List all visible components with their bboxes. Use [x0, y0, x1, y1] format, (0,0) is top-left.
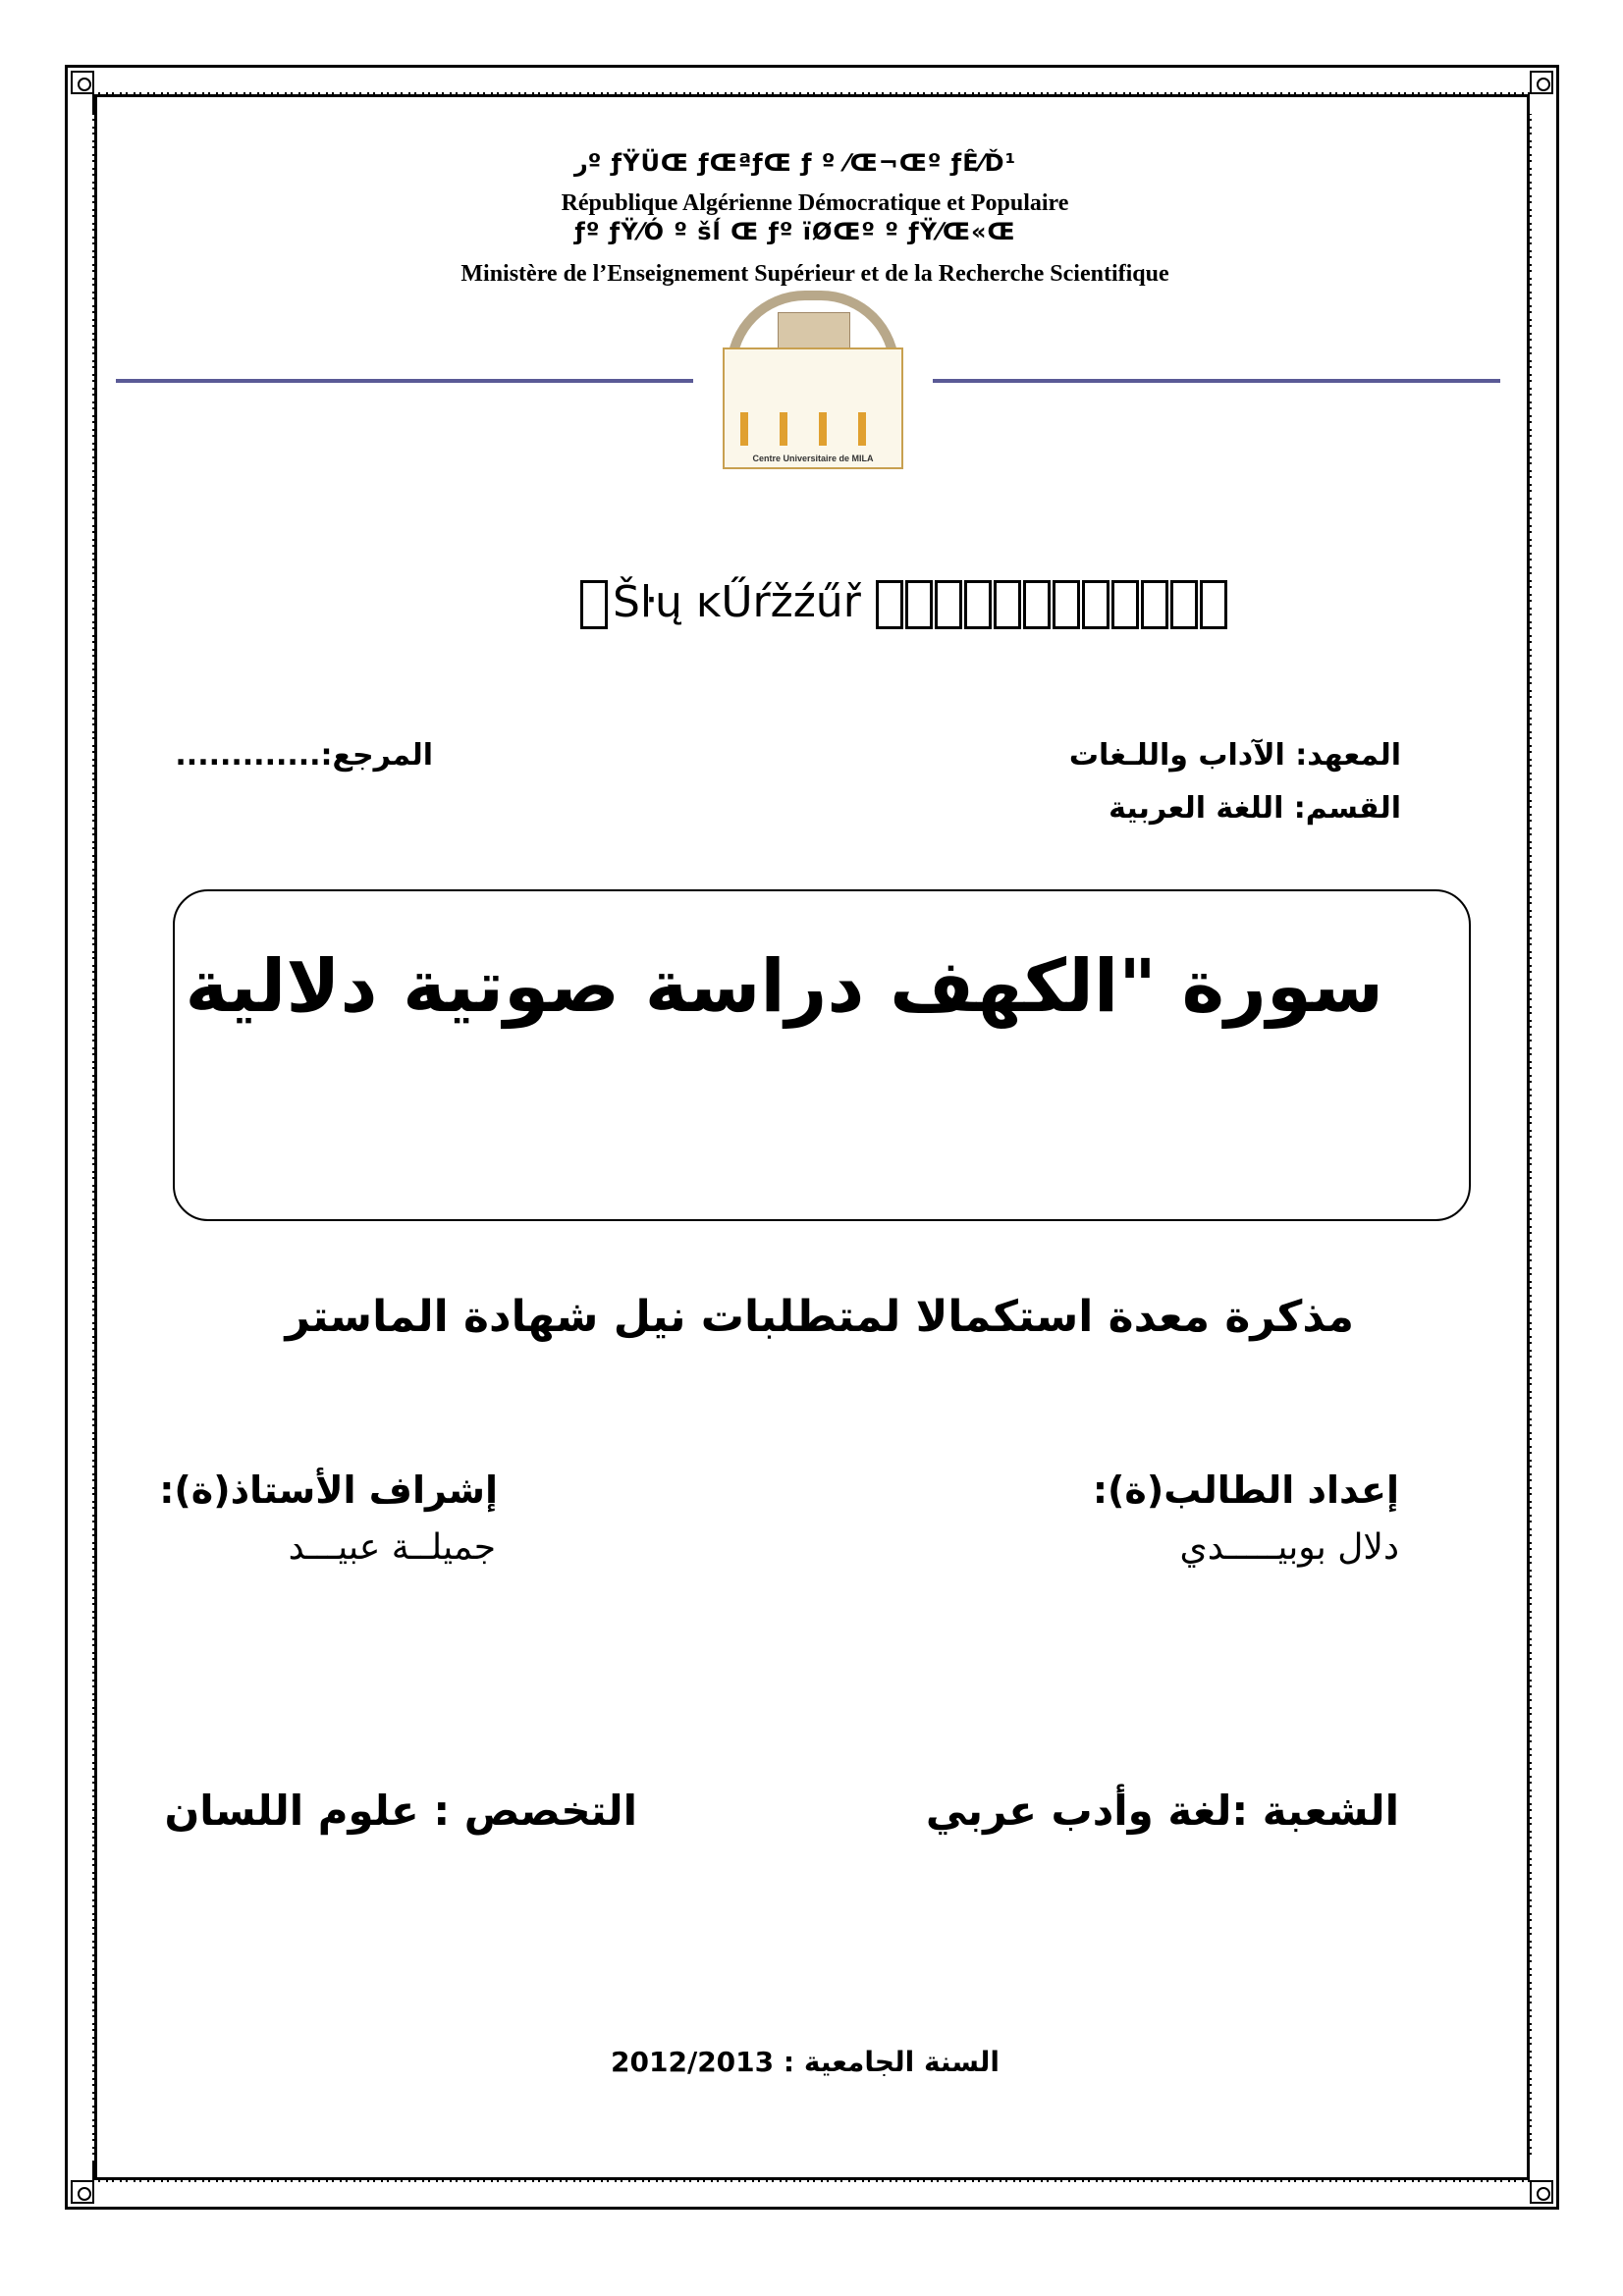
frame-corner-ornament — [1530, 71, 1553, 94]
frame-corner-ornament — [71, 2180, 94, 2204]
frame-corner-ornament — [1530, 2180, 1553, 2204]
title-box — [173, 889, 1471, 1221]
institution-heading: Šŀų ĸŰŕžźűř — [579, 577, 1228, 629]
thesis-title: سورة "الكهف دراسة صوتية دلالية — [185, 944, 1383, 1029]
academic-year: السنة الجامعية : 2012/2013 — [611, 2046, 1000, 2078]
department-label: القسم: اللغة العربية — [1109, 791, 1401, 826]
specialty-label: التخصص : علوم اللسان — [164, 1787, 637, 1835]
header-ministere: Ministère de l’Enseignement Supérieur et de la Recherche Scientifique — [460, 261, 1169, 287]
student-name: دلال بوبيـــــدي — [1179, 1527, 1399, 1568]
header-divider-left — [116, 379, 693, 383]
header-arabic-republic: ﺭº ƒŸÜŒ ƒŒªƒŒ ƒ º ⁄Œ¬Œº ƒÊ⁄Ď¹ — [573, 149, 1017, 177]
header-republique: République Algérienne Démocratique et Populaire — [561, 190, 1069, 216]
branch-label: الشعبة :لغة وأدب عربي — [925, 1787, 1399, 1835]
header-divider-right — [933, 379, 1500, 383]
institute-label: المعهد: الآداب واللـغات — [1068, 738, 1401, 773]
student-label: إعداد الطالب(ة): — [1092, 1468, 1399, 1512]
reference-label: المرجع:............. — [175, 738, 433, 773]
supervisor-label: إشراف الأستاذ(ة): — [159, 1468, 498, 1512]
thesis-subtitle: مذكرة معدة استكمالا لمتطلبات نيل شهادة الماستر — [285, 1292, 1354, 1342]
header-arabic-ministry: ƒº ƒŸ⁄Ó º šĺ Œ ƒº ïØŒº º ƒŸ⁄Œ«Œ — [574, 218, 1016, 245]
frame-corner-ornament — [71, 71, 94, 94]
supervisor-name: جميلــة عبيـــد — [288, 1527, 496, 1568]
